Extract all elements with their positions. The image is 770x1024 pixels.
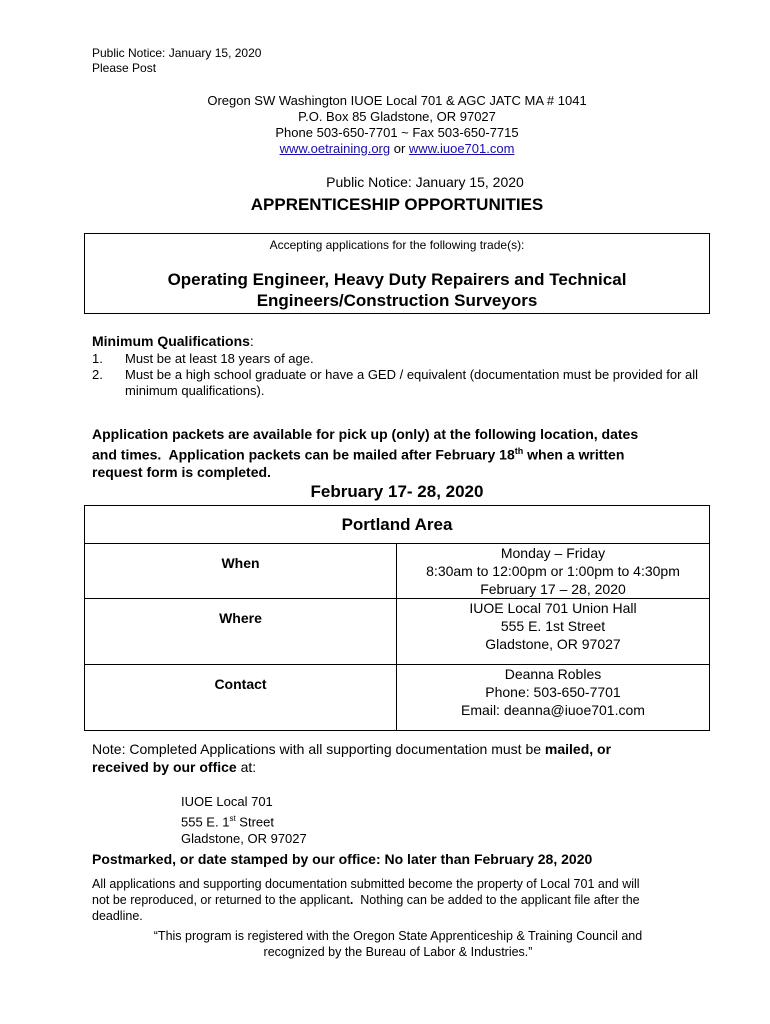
- trade-title-line2: Engineers/Construction Surveyors: [256, 291, 538, 310]
- packets-line2: [92, 443, 704, 464]
- trades-box: [84, 233, 710, 314]
- mail-line1: IUOE Local 701: [181, 794, 273, 809]
- mail-line3: Gladstone, OR 97027: [181, 831, 307, 847]
- where-label: Where: [85, 599, 397, 665]
- dates-heading: February 17- 28, 2020: [310, 482, 484, 501]
- area-cell: Portland Area: [85, 506, 710, 544]
- when-label: When: [85, 544, 397, 599]
- deadline-statement: Postmarked, or date stamped by our office: No later than February 28, 2020: [92, 851, 593, 867]
- property-paragraph: [92, 876, 706, 924]
- registration-statement: [92, 928, 704, 960]
- packets-paragraph: [92, 426, 704, 481]
- page-title: APPRENTICESHIP OPPORTUNITIES: [250, 195, 544, 214]
- note-paragraph: [92, 740, 704, 776]
- contact-line: Deanna Robles: [504, 666, 602, 682]
- organization-address: P.O. Box 85 Gladstone, OR 97027: [298, 109, 496, 124]
- packets-line1: Application packets are available for pick up (only) at the following location, dates: [92, 426, 639, 442]
- qualification-number: 1.: [92, 351, 103, 366]
- please-post-label: Please Post: [92, 61, 157, 75]
- table-row-contact: [85, 665, 710, 731]
- trades-intro: Accepting applications for the following trade(s):: [269, 238, 525, 252]
- website-links: [92, 141, 702, 157]
- where-value: [397, 599, 710, 665]
- contact-label: Contact: [85, 665, 397, 731]
- property-text-a: not be reproduced, or returned to the applicant: [92, 893, 350, 907]
- mail-street-b: Street: [235, 814, 274, 830]
- where-line: IUOE Local 701 Union Hall: [469, 600, 637, 616]
- location-table: [84, 505, 710, 731]
- property-line1: All applications and supporting documentation submitted become the property of Local 701 and will: [92, 877, 640, 891]
- qualification-item: [92, 351, 704, 367]
- property-line2: [92, 892, 706, 908]
- table-row-when: [85, 544, 710, 599]
- contact-line: Phone: 503-650-7701: [485, 684, 621, 700]
- table-row-where: [85, 599, 710, 665]
- organization-phone-fax: Phone 503-650-7701 ~ Fax 503-650-7715: [275, 125, 519, 140]
- packets-text-c: when a written: [523, 446, 625, 463]
- mailing-address: [181, 793, 307, 847]
- packets-text-a: and times: [92, 446, 158, 463]
- mail-street-a: 555 E. 1: [181, 814, 230, 830]
- qualifications-colon: :: [249, 333, 254, 349]
- contact-line: Email: deanna@iuoe701.com: [461, 702, 645, 718]
- when-line: 8:30am to 12:00pm or 1:00pm to 4:30pm: [426, 563, 680, 579]
- note-text-a: Note: Completed Applications with all supporting documentation must be: [92, 741, 545, 757]
- mail-line2: [181, 810, 307, 830]
- note-text-c: received by our office: [92, 759, 237, 775]
- when-line: February 17 – 28, 2020: [480, 581, 626, 597]
- where-line: Gladstone, OR 97027: [485, 636, 621, 652]
- qualification-number: 2.: [92, 367, 103, 382]
- trade-title: [85, 269, 709, 311]
- mail-superscript: st: [229, 814, 236, 823]
- packets-text-b: . Application packets can be mailed after February 18: [157, 446, 515, 463]
- property-text-b: Nothing can be added to the applicant file after the: [353, 893, 640, 907]
- or-text: or: [390, 141, 409, 156]
- packets-superscript: th: [514, 446, 524, 456]
- qualification-text: Must be a high school graduate or have a GED / equivalent (documentation must be provided for all minimum qualifications).: [125, 367, 699, 398]
- oetraining-link[interactable]: www.oetraining.org: [279, 141, 391, 156]
- qualification-item: [92, 367, 704, 399]
- contact-value: [397, 665, 710, 731]
- organization-block: [92, 93, 702, 157]
- public-notice-header: Public Notice: January 15, 2020: [92, 46, 262, 60]
- when-value: [397, 544, 710, 599]
- notice-date: Public Notice: January 15, 2020: [326, 174, 524, 190]
- note-text-b: mailed, or: [544, 741, 612, 757]
- qualifications-heading: [92, 333, 254, 349]
- registration-line2: recognized by the Bureau of Labor & Industries.”: [263, 945, 533, 959]
- registration-line1: “This program is registered with the Oregon State Apprenticeship & Training Council and: [153, 929, 643, 943]
- note-text-d: at:: [236, 759, 257, 775]
- organization-name: Oregon SW Washington IUOE Local 701 & AGC JATC MA # 1041: [207, 93, 587, 108]
- property-dot: .: [349, 893, 354, 907]
- qualifications-heading-label: Minimum Qualifications: [92, 333, 250, 349]
- property-line3: deadline.: [92, 909, 143, 923]
- when-line: Monday – Friday: [500, 545, 606, 561]
- where-line: 555 E. 1st Street: [500, 618, 606, 634]
- trade-title-line1: Operating Engineer, Heavy Duty Repairers and Technical: [167, 270, 627, 289]
- iuoe701-link[interactable]: www.iuoe701.com: [408, 141, 515, 156]
- qualifications-list: [92, 351, 704, 399]
- packets-line3: request form is completed.: [92, 463, 271, 480]
- table-header-row: [85, 506, 710, 544]
- qualification-text: Must be at least 18 years of age.: [125, 351, 314, 366]
